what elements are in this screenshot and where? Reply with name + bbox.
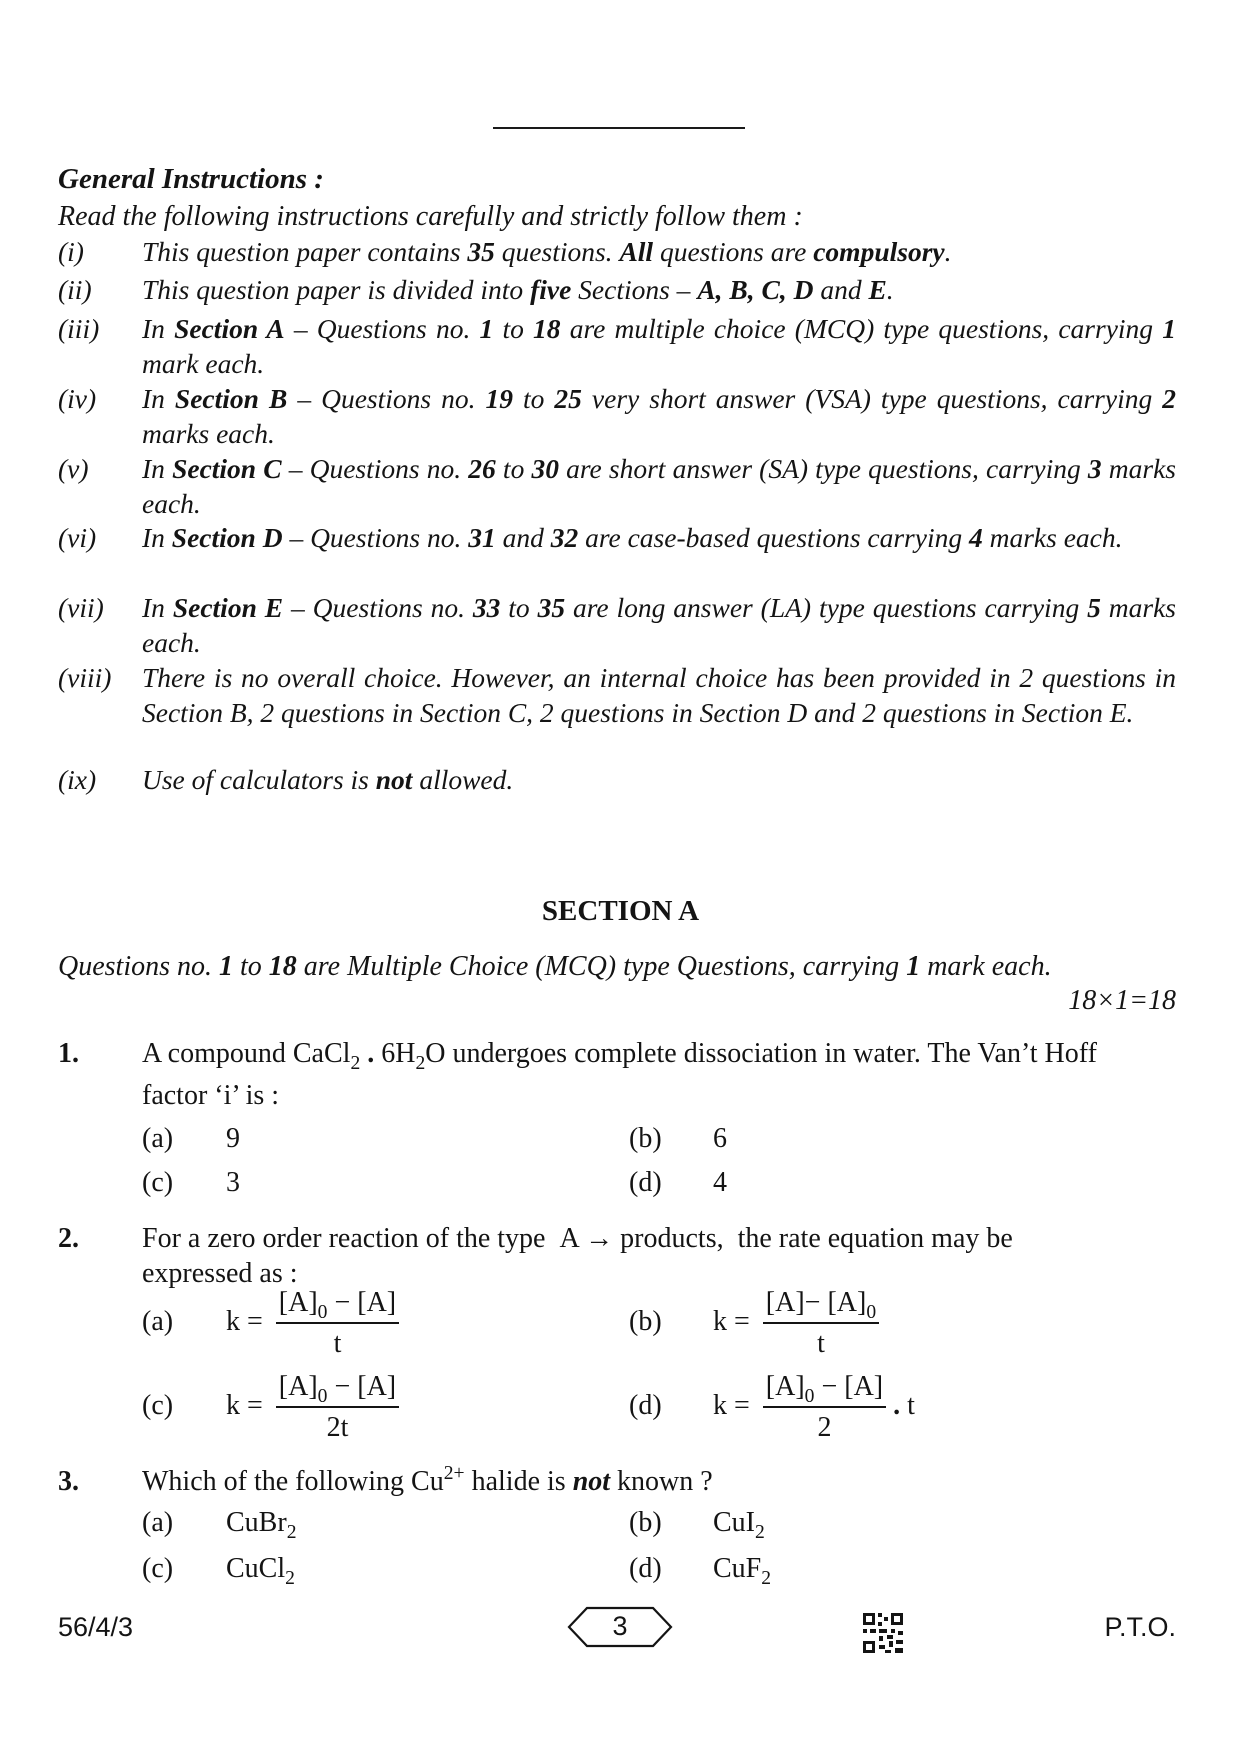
question-text: For a zero order reaction of the type A → products, the rate equation may be expressed as : — [142, 1223, 1013, 1289]
option-text: 4 — [713, 1167, 727, 1198]
instruction-text: Use of calculators is not allowed. — [142, 764, 514, 795]
option-text: 3 — [226, 1167, 240, 1198]
option-1c — [142, 1167, 240, 1199]
question-text: A compound CaCl$_2$ . $6H_2O$ undergoes complete dissociation in water. The Van’t Hoff factor ‘i’ is : — [142, 1038, 1097, 1111]
paper-code: 56/4/3 — [58, 1612, 134, 1642]
general-instructions-intro: Read the following instructions carefully and strictly follow them : — [58, 201, 803, 232]
option-text: k = $\frac{[A]_0 - [A]}{2}$ . t — [713, 1371, 915, 1443]
option-text: k = $\frac{[A]- [A]_0}{t}$ — [713, 1306, 879, 1337]
option-label: (a) — [142, 1123, 174, 1154]
page-number-badge — [565, 1605, 675, 1649]
instruction-number: (iii) — [58, 313, 100, 344]
instruction-text: In Section D – Questions no. 31 and 32 are case-based questions carrying 4 marks each. — [142, 522, 1123, 553]
section-title: SECTION A — [541, 895, 700, 927]
section-marks: 18×1=18 — [1068, 985, 1176, 1016]
option-3c — [142, 1553, 295, 1589]
option-2b — [629, 1286, 879, 1362]
instruction-number: (vii) — [58, 592, 104, 623]
instruction-item — [58, 234, 1176, 269]
option-1b — [629, 1123, 727, 1155]
instruction-item — [58, 590, 1176, 660]
instruction-text: In Section E – Questions no. 33 to 35 are long answer (LA) type questions carrying 5 marks each. — [142, 592, 1176, 658]
instruction-number: (ix) — [58, 764, 97, 795]
question-1 — [58, 1033, 1118, 1117]
option-3d — [629, 1553, 772, 1589]
instruction-number: (iv) — [58, 383, 97, 414]
instruction-item — [58, 381, 1176, 451]
instruction-text: This question paper is divided into five Sections – A, B, C, D and E. — [142, 274, 894, 305]
option-1a — [142, 1123, 240, 1155]
instruction-number: (viii) — [58, 662, 112, 693]
instruction-text: In Section B – Questions no. 19 to 25 very short answer (VSA) type questions, carrying 2 marks each. — [142, 383, 1176, 449]
option-text: 9 — [226, 1123, 240, 1154]
instruction-text: This question paper contains 35 questions. All questions are compulsory. — [142, 236, 952, 267]
option-label: (b) — [629, 1306, 662, 1338]
instruction-number: (i) — [58, 236, 84, 267]
top-divider — [493, 127, 745, 129]
instruction-number: (vi) — [58, 522, 97, 553]
qr-code-icon — [863, 1613, 903, 1653]
option-3b — [629, 1507, 765, 1543]
option-label: (d) — [629, 1167, 662, 1198]
option-label: (d) — [629, 1553, 662, 1584]
option-text: 6 — [713, 1123, 727, 1154]
please-turn-over: P.T.O. — [1104, 1612, 1176, 1642]
instruction-item — [58, 311, 1176, 381]
option-text: k = $\frac{[A]_0 - [A]}{t}$ — [226, 1306, 399, 1337]
instruction-text: In Section A – Questions no. 1 to 18 are multiple choice (MCQ) type questions, carrying 1 mark each. — [142, 313, 1176, 379]
instruction-item — [58, 660, 1176, 730]
option-text: CuI$_2$ — [713, 1507, 765, 1543]
question-text: Which of the following $Cu^{2+}$ halide is not known ? — [142, 1463, 713, 1497]
option-label: (d) — [629, 1390, 662, 1422]
instruction-item — [58, 272, 1176, 307]
option-label: (c) — [142, 1167, 174, 1198]
question-number: 2. — [58, 1223, 79, 1254]
section-intro: Questions no. 1 to 18 are Multiple Choice (MCQ) type Questions, carrying 1 mark each. — [58, 951, 1052, 982]
question-number: 3. — [58, 1466, 79, 1497]
instruction-text: There is no overall choice. However, an internal choice has been provided in 2 questions in Section B, 2 questions in Section C, 2 questions in Section D and 2 questions in Section E. — [142, 662, 1176, 728]
instruction-number: (v) — [58, 453, 89, 484]
option-text: k = $\frac{[A]_0 - [A]}{2t}$ — [226, 1390, 399, 1421]
option-text: CuCl$_2$ — [226, 1553, 295, 1589]
general-instructions-title: General Instructions : — [58, 163, 324, 195]
question-2 — [58, 1221, 1118, 1291]
question-number: 1. — [58, 1038, 79, 1069]
option-label: (c) — [142, 1553, 174, 1584]
option-3a — [142, 1507, 297, 1543]
option-1d — [629, 1167, 727, 1199]
option-label: (a) — [142, 1306, 174, 1338]
option-label: (c) — [142, 1390, 174, 1422]
page-number: 3 — [612, 1611, 628, 1641]
option-label: (a) — [142, 1507, 174, 1538]
instruction-item — [58, 451, 1176, 521]
instruction-text: In Section C – Questions no. 26 to 30 are short answer (SA) type questions, carrying 3 marks each. — [142, 453, 1177, 519]
instruction-item — [58, 520, 1176, 555]
option-text: CuF$_2$ — [713, 1553, 772, 1589]
option-2d — [629, 1370, 915, 1446]
option-label: (b) — [629, 1507, 662, 1538]
instruction-number: (ii) — [58, 274, 92, 305]
option-2c — [142, 1370, 399, 1446]
question-3 — [58, 1461, 1118, 1503]
option-2a — [142, 1286, 399, 1362]
option-label: (b) — [629, 1123, 662, 1154]
instruction-item — [58, 762, 1176, 797]
option-text: CuBr$_2$ — [226, 1507, 297, 1543]
